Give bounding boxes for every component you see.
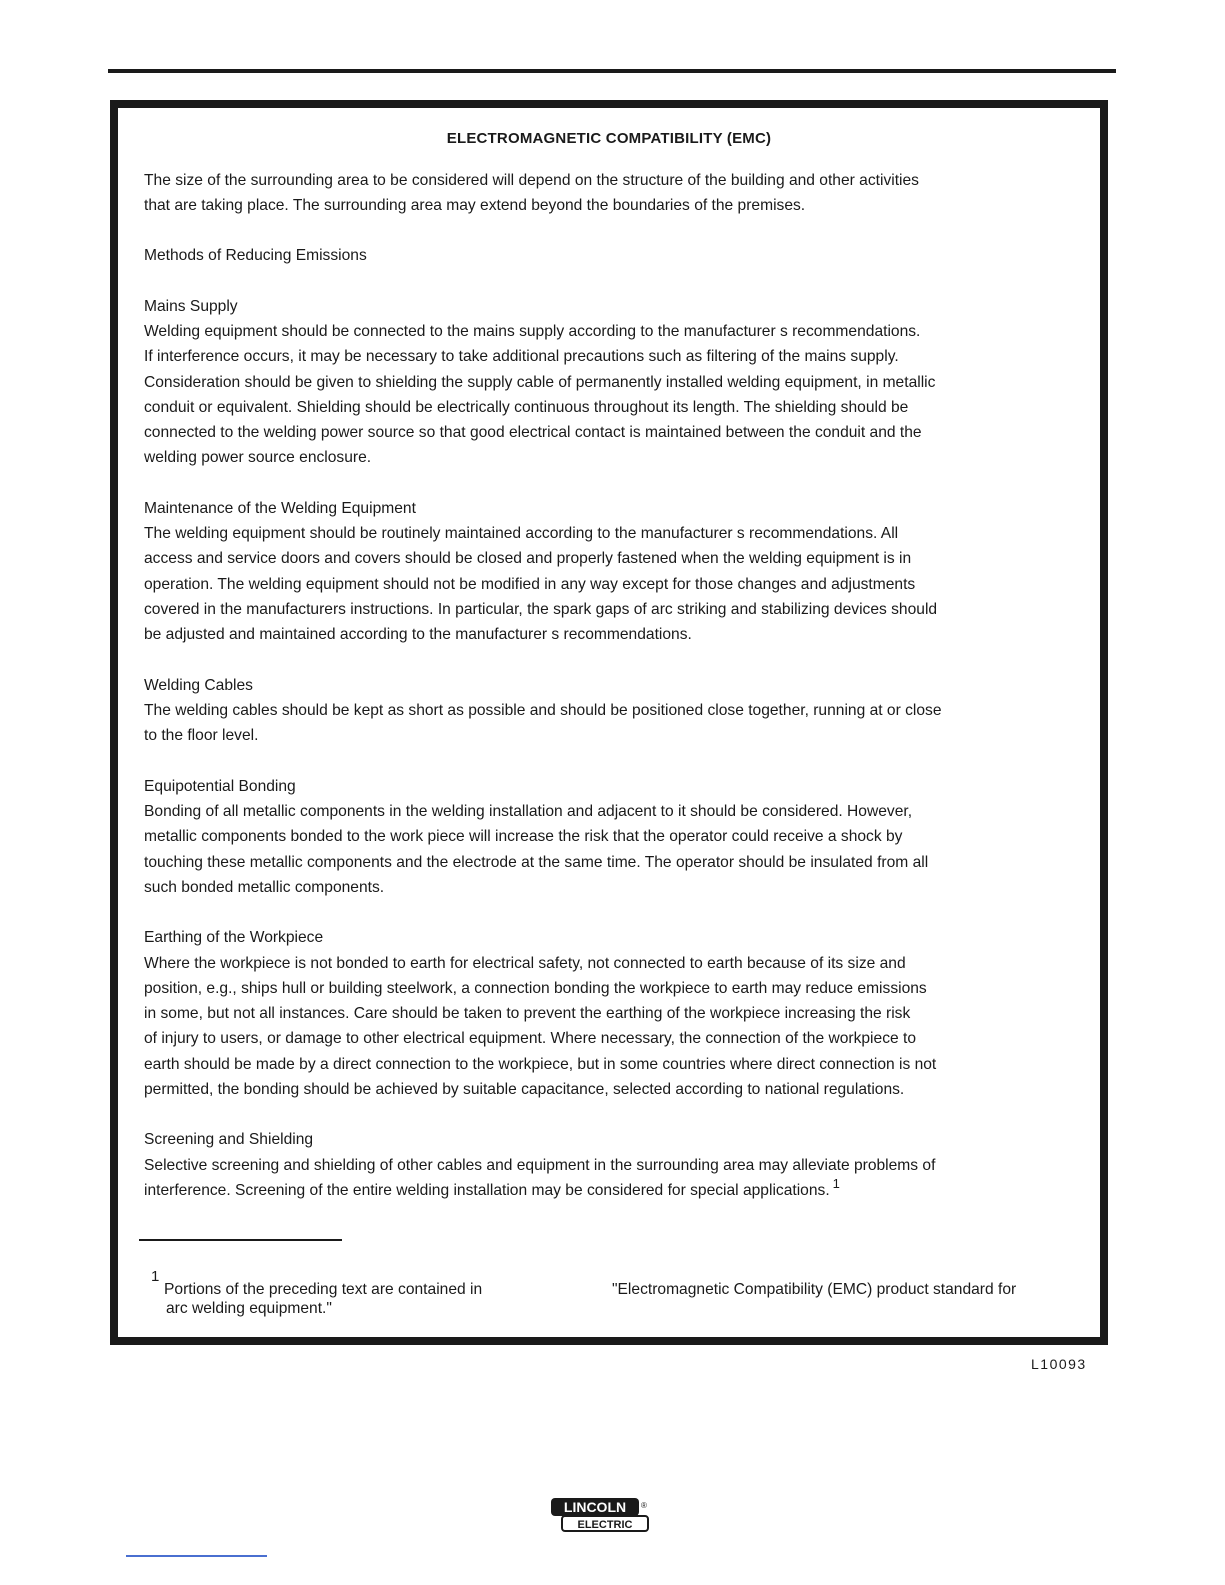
- footnote-text: Portions of the preceding text are contained in: [164, 1281, 483, 1298]
- section-heading-equipotential-bonding: Equipotential Bonding: [144, 778, 296, 795]
- paragraph-line: If interference occurs, it may be necessary to take additional precautions such as filtering of the mains supply.: [144, 348, 899, 365]
- section-heading-welding-cables: Welding Cables: [144, 677, 253, 694]
- top-rule: [108, 69, 1116, 73]
- paragraph-line: of injury to users, or damage to other electrical equipment. Where necessary, the connection of the workpiece to: [144, 1030, 917, 1047]
- paragraph-text: interference. Screening of the entire welding installation may be considered for special applications.: [144, 1182, 830, 1199]
- emc-notice-box: [110, 100, 1108, 1345]
- paragraph-line: conduit or equivalent. Shielding should be electrically continuous throughout its length. The shielding should be: [144, 399, 909, 416]
- bottom-link-underline[interactable]: [126, 1555, 267, 1557]
- paragraph-line: such bonded metallic components.: [144, 879, 385, 896]
- paragraph-line-with-footnote: [144, 1176, 840, 1200]
- section-heading-mains-supply: Mains Supply: [144, 298, 238, 315]
- logo-top-text: LINCOLN: [563, 1499, 627, 1515]
- footnote-rule: [139, 1239, 342, 1241]
- page-title: ELECTROMAGNETIC COMPATIBILITY (EMC): [446, 130, 772, 147]
- logo-registered-mark: ®: [641, 1501, 647, 1510]
- paragraph-line: that are taking place. The surrounding area may extend beyond the boundaries of the premises.: [144, 197, 806, 214]
- paragraph-line: The welding cables should be kept as short as possible and should be positioned close together, running at or close: [144, 702, 942, 719]
- section-heading-earthing: Earthing of the Workpiece: [144, 929, 324, 946]
- document-code: L10093: [1031, 1356, 1087, 1372]
- paragraph-line: Welding equipment should be connected to the mains supply according to the manufacturer s recommendations.: [144, 323, 921, 340]
- paragraph-line: Bonding of all metallic components in the welding installation and adjacent to it should be considered. However,: [144, 803, 913, 820]
- paragraph-line: connected to the welding power source so that good electrical contact is maintained between the conduit and the: [144, 424, 922, 441]
- paragraph-line: position, e.g., ships hull or building steelwork, a connection bonding the workpiece to earth may reduce emissions: [144, 980, 927, 997]
- paragraph-line: be adjusted and maintained according to the manufacturer s recommendations.: [144, 626, 692, 643]
- paragraph-line: earth should be made by a direct connection to the workpiece, but in some countries where direct connection is not: [144, 1056, 937, 1073]
- paragraph-line: covered in the manufacturers instructions. In particular, the spark gaps of arc striking and stabilizing devices should: [144, 601, 938, 618]
- paragraph-line: Selective screening and shielding of other cables and equipment in the surrounding area may alleviate problems of: [144, 1157, 936, 1174]
- paragraph-line: permitted, the bonding should be achieved by suitable capacitance, selected according to national regulations.: [144, 1081, 905, 1098]
- section-heading-screening: Screening and Shielding: [144, 1131, 314, 1148]
- section-heading-methods: Methods of Reducing Emissions: [144, 247, 367, 264]
- footnote-text-continued: arc welding equipment.": [166, 1300, 332, 1317]
- lincoln-electric-logo: [550, 1497, 650, 1533]
- paragraph-line: in some, but not all instances. Care should be taken to prevent the earthing of the workpiece increasing the risk: [144, 1005, 911, 1022]
- paragraph-line: The size of the surrounding area to be considered will depend on the structure of the building and other activities: [144, 172, 919, 189]
- logo-bottom-text: ELECTRIC: [577, 1519, 633, 1531]
- paragraph-line: metallic components bonded to the work piece will increase the risk that the operator could receive a shock by: [144, 828, 903, 845]
- section-heading-maintenance: Maintenance of the Welding Equipment: [144, 500, 416, 517]
- paragraph-line: touching these metallic components and the electrode at the same time. The operator should be insulated from all: [144, 854, 929, 871]
- paragraph-line: Where the workpiece is not bonded to earth for electrical safety, not connected to earth because of its size and: [144, 955, 906, 972]
- footnote-standard-title: "Electromagnetic Compatibility (EMC) product standard for: [612, 1281, 1017, 1298]
- footnote-marker: 1: [832, 1176, 840, 1191]
- paragraph-line: to the floor level.: [144, 727, 259, 744]
- footnote-number: 1: [151, 1268, 160, 1285]
- paragraph-line: The welding equipment should be routinely maintained according to the manufacturer s recommendations. All: [144, 525, 899, 542]
- paragraph-line: welding power source enclosure.: [144, 449, 372, 466]
- paragraph-line: access and service doors and covers should be closed and properly fastened when the welding equipment is in: [144, 550, 912, 567]
- paragraph-line: operation. The welding equipment should not be modified in any way except for those changes and adjustments: [144, 576, 916, 593]
- paragraph-line: Consideration should be given to shielding the supply cable of permanently installed welding equipment, in metallic: [144, 374, 936, 391]
